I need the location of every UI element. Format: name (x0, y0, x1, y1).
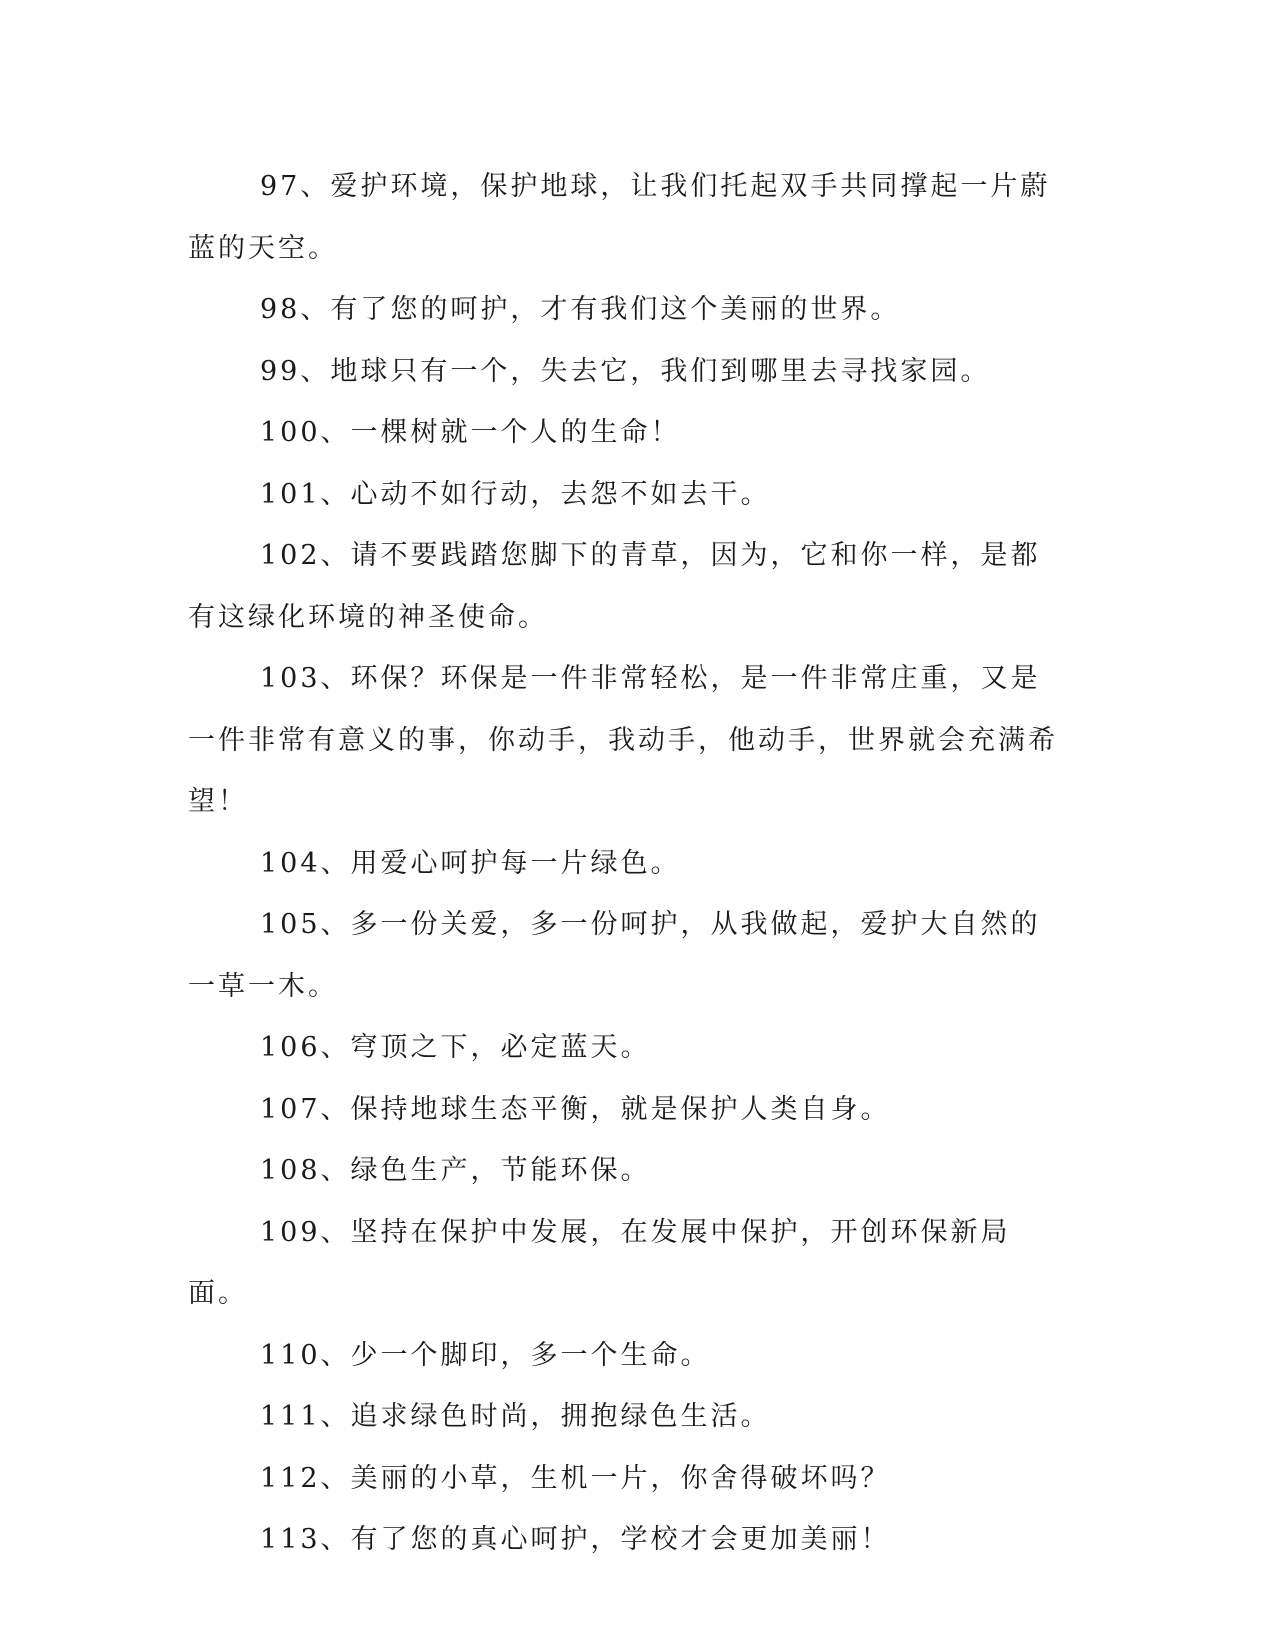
slogan-paragraph-107: 107、保持地球生态平衡，就是保护人类自身。 (260, 1093, 891, 1125)
slogan-paragraph-102: 102、请不要践踏您脚下的青草，因为，它和你一样，是都有这绿化环境的神圣使命。 (188, 540, 1041, 633)
slogan-paragraph-110: 110、少一个脚印，多一个生命。 (260, 1339, 711, 1371)
slogan-paragraph-97: 97、爱护环境，保护地球，让我们托起双手共同撑起一片蔚蓝的天空。 (188, 171, 1051, 264)
slogan-paragraph-108: 108、绿色生产，节能环保。 (260, 1155, 651, 1186)
document-body (188, 156, 1068, 1571)
slogan-paragraph-98: 98、有了您的呵护，才有我们这个美丽的世界。 (260, 294, 901, 325)
slogan-paragraph-111: 111、追求绿色时尚，拥抱绿色生活。 (260, 1401, 771, 1432)
slogan-paragraph-112: 112、美丽的小草，生机一片，你舍得破坏吗？ (260, 1462, 891, 1494)
slogan-paragraph-100: 100、一棵树就一个人的生命！ (260, 417, 681, 448)
slogan-paragraph-101: 101、心动不如行动，去怨不如去干。 (260, 478, 771, 510)
slogan-paragraph-105: 105、多一份关爱，多一份呵护，从我做起，爱护大自然的一草一木。 (188, 909, 1041, 1002)
slogan-paragraph-109: 109、坚持在保护中发展，在发展中保护，开创环保新局面。 (188, 1216, 1011, 1309)
slogan-paragraph-106: 106、穹顶之下，必定蓝天。 (260, 1032, 651, 1063)
slogan-paragraph-103: 103、环保？环保是一件非常轻松，是一件非常庄重，又是一件非常有意义的事，你动手，我动手，他动手，世界就会充满希望！ (188, 663, 1058, 817)
slogan-paragraph-104: 104、用爱心呵护每一片绿色。 (260, 847, 681, 879)
slogan-paragraph-113: 113、有了您的真心呵护，学校才会更加美丽！ (260, 1524, 891, 1555)
slogan-paragraph-99: 99、地球只有一个，失去它，我们到哪里去寻找家园。 (260, 355, 991, 387)
